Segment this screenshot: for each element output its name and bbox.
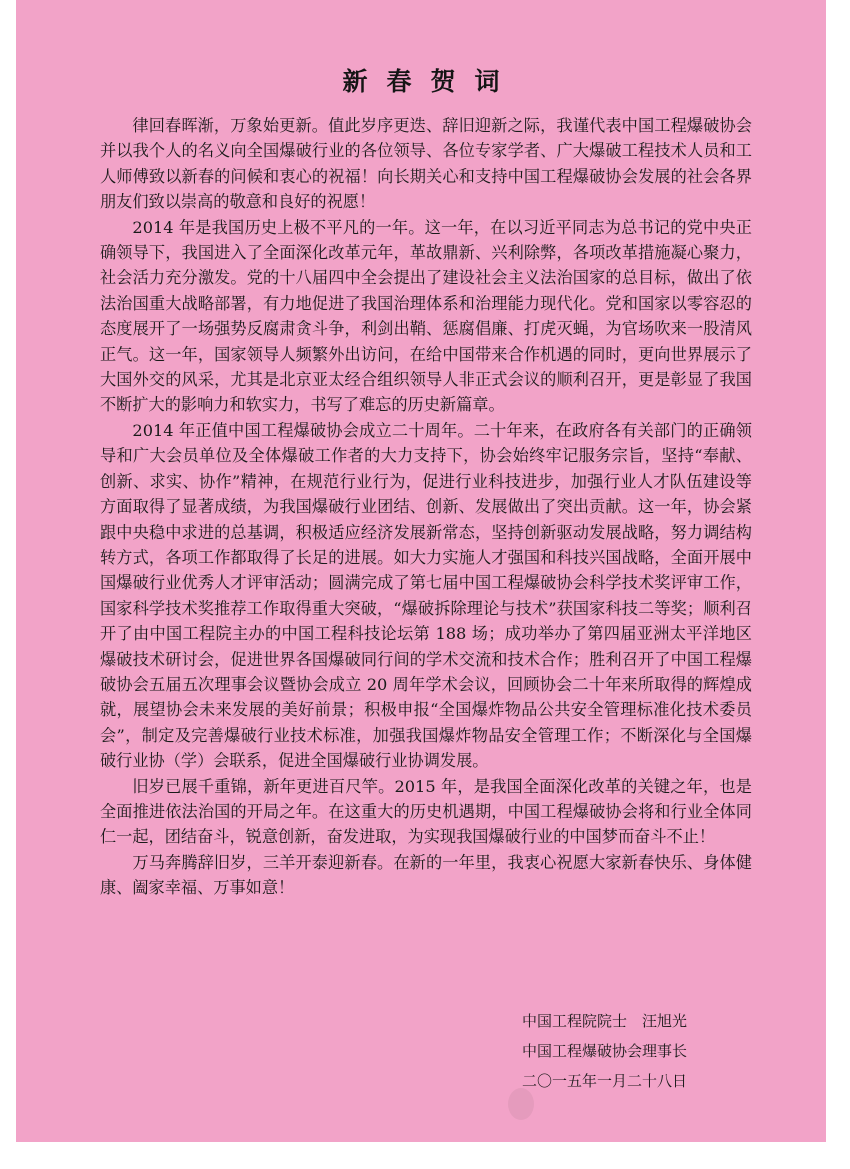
document-title: 新春贺词 (342, 67, 519, 96)
signature-name: 中国工程院院士 汪旭光 (522, 1012, 688, 1030)
paper-stain (508, 1088, 534, 1120)
paragraph-2014-review: 2014 年是我国历史上极不平凡的一年。这一年，在以习近平同志为总书记的党中央正确领导下，我国进入了全面深化改革元年，革故鼎新、兴利除弊，各项改革措施凝心聚力，社会活力充分激发。党的十八届四中全会提出了建设社会主义法治国家的总目标，做出了依法治国重大战略部署，有力地促进了我国治理体系和治理能力现代化。党和国家以零容忍的态度展开了一场强势反腐肃贪斗争，利剑出鞘、惩腐倡廉、打虎灭蝇，为官场吹来一股清风正气。这一年，国家领导人频繁外出访问，在给中国带来合作机遇的同时，更向世界展示了大国外交的风采，尤其是北京亚太经合组织领导人非正式会议的顺利召开，更是彰显了我国不断扩大的影响力和软实力，书写了难忘的历史新篇章。 (100, 217, 752, 415)
paragraph-opening: 律回春晖渐，万象始更新。值此岁序更迭、辞旧迎新之际，我谨代表中国工程爆破协会并以我个人的名义向全国爆破行业的各位领导、各位专家学者、广大爆破工程技术人员和工人师傅致以新春的问候和衷心的祝福！向长期关心和支持中国工程爆破协会发展的社会各界朋友们致以崇高的敬意和良好的祝愿！ (100, 116, 752, 212)
paragraph-association-anniversary: 2014 年正值中国工程爆破协会成立二十周年。二十年来，在政府各有关部门的正确领导和广大会员单位及全体爆破工作者的大力支持下，协会始终牢记服务宗旨，坚持“奉献、创新、求实、协作”精神，在规范行业行为，促进行业科技进步，加强行业人才队伍建设等方面取得了显著成绩，为我国爆破行业团结、创新、发展做出了突出贡献。这一年，协会紧跟中央稳中求进的总基调，积极适应经济发展新常态，坚持创新驱动发展战略，努力调结构转方式，各项工作都取得了长足的进展。如大力实施人才强国和科技兴国战略，全面开展中国爆破行业优秀人才评审活动；圆满完成了第七届中国工程爆破协会科学技术奖评审工作，国家科学技术奖推荐工作取得重大突破，“爆破拆除理论与技术”获国家科技二等奖；顺利召开了由中国工程院主办的中国工程科技论坛第 188 场；成功举办了第四届亚洲太平洋地区爆破技术研讨会，促进世界各国爆破同行间的学术交流和技术合作；胜利召开了中国工程爆破协会五届五次理事会议暨协会成立 20 周年学术会议，回顾协会二十年来所取得的辉煌成就，展望协会未来发展的美好前景；积极申报“全国爆炸物品公共安全管理标准化技术委员会”，制定及完善爆破行业技术标准，加强我国爆炸物品安全管理工作；不断深化与全国爆破行业协（学）会联系，促进全国爆破行业协调发展。 (100, 420, 752, 771)
signature-date: 二〇一五年一月二十八日 (522, 1072, 688, 1090)
letter-body (100, 113, 752, 901)
paragraph-2015-outlook: 旧岁已展千重锦，新年更进百尺竿。2015 年，是我国全面深化改革的关键之年，也是全面推进依法治国的开局之年。在这重大的历史机遇期，中国工程爆破协会将和行业全体同仁一起，团结奋斗，锐意创新，奋发进取，为实现我国爆破行业的中国梦而奋斗不止！ (100, 776, 752, 847)
signature-title: 中国工程爆破协会理事长 (522, 1042, 688, 1060)
signature-block (522, 1006, 687, 1096)
letter-sheet (16, 0, 828, 1142)
paragraph-closing-wishes: 万马奔腾辞旧岁，三羊开泰迎新春。在新的一年里，我衷心祝愿大家新春快乐、身体健康、阖家幸福、万事如意！ (100, 852, 752, 898)
